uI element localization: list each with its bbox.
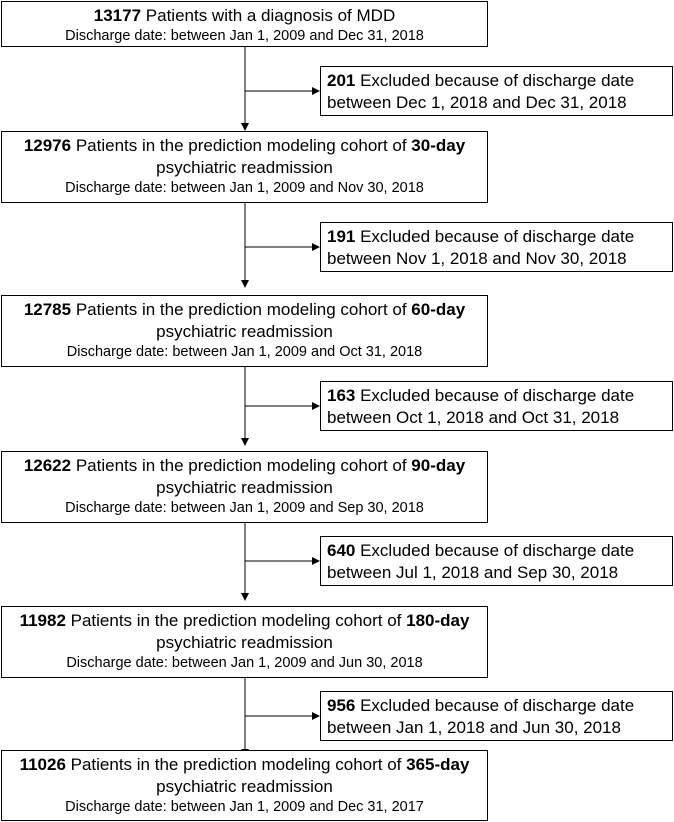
excluded-range: between Dec 1, 2018 and Dec 31, 2018 bbox=[327, 93, 627, 112]
cohort-discharge: Discharge date: between Jan 1, 2009 and Jun 30, 2018 bbox=[66, 655, 423, 671]
excluded-box-1 bbox=[320, 66, 673, 116]
excluded-text: Excluded because of discharge date bbox=[355, 541, 635, 560]
cohort-text: Patients in the prediction modeling cohort of bbox=[71, 456, 412, 475]
cohort-discharge: Discharge date: between Jan 1, 2009 and Dec 31, 2017 bbox=[65, 799, 424, 815]
cohort-line2: psychiatric readmission bbox=[156, 478, 333, 497]
excluded-text: Excluded because of discharge date bbox=[355, 227, 635, 246]
excluded-box-4 bbox=[320, 536, 673, 586]
cohort-text: Patients in the prediction modeling cohort of bbox=[71, 300, 412, 319]
cohort-days: 90-day bbox=[411, 456, 466, 475]
cohort-box-365-day bbox=[1, 750, 488, 821]
cohort-count: 11982 bbox=[19, 611, 66, 630]
cohort-discharge: Discharge date: between Jan 1, 2009 and Dec 31, 2018 bbox=[65, 28, 424, 44]
cohort-days: 365-day bbox=[406, 755, 470, 774]
cohort-text: Patients in the prediction modeling cohort of bbox=[65, 611, 407, 630]
excluded-text: Excluded because of discharge date bbox=[355, 386, 635, 405]
excluded-box-5 bbox=[320, 691, 673, 741]
excluded-box-3 bbox=[320, 381, 673, 431]
excluded-range: between Jul 1, 2018 and Sep 30, 2018 bbox=[327, 563, 619, 582]
cohort-box-30-day bbox=[1, 131, 488, 203]
cohort-days: 180-day bbox=[406, 611, 470, 630]
cohort-box-mdd bbox=[1, 1, 488, 47]
cohort-count: 12976 bbox=[23, 136, 72, 155]
cohort-text: Patients with a diagnosis of MDD bbox=[141, 6, 396, 25]
cohort-count: 11026 bbox=[19, 755, 66, 774]
excluded-count: 201 bbox=[327, 71, 356, 90]
cohort-text: Patients in the prediction modeling cohort of bbox=[65, 755, 407, 774]
cohort-days: 60-day bbox=[411, 300, 466, 319]
cohort-text: Patients in the prediction modeling cohort of bbox=[71, 136, 412, 155]
cohort-box-180-day bbox=[1, 606, 488, 678]
cohort-count: 13177 bbox=[93, 6, 142, 25]
excluded-count: 956 bbox=[327, 696, 356, 715]
cohort-days: 30-day bbox=[411, 136, 466, 155]
excluded-range: between Oct 1, 2018 and Oct 31, 2018 bbox=[327, 408, 620, 427]
excluded-count: 640 bbox=[327, 541, 356, 560]
excluded-text: Excluded because of discharge date bbox=[355, 696, 635, 715]
cohort-box-60-day bbox=[1, 295, 488, 367]
cohort-line2: psychiatric readmission bbox=[156, 777, 333, 796]
cohort-discharge: Discharge date: between Jan 1, 2009 and Oct 31, 2018 bbox=[66, 344, 423, 360]
excluded-count: 163 bbox=[327, 386, 356, 405]
excluded-range: between Nov 1, 2018 and Nov 30, 2018 bbox=[327, 249, 627, 268]
cohort-line2: psychiatric readmission bbox=[156, 633, 333, 652]
excluded-box-2 bbox=[320, 222, 673, 272]
excluded-text: Excluded because of discharge date bbox=[355, 71, 635, 90]
cohort-discharge: Discharge date: between Jan 1, 2009 and Nov 30, 2018 bbox=[65, 180, 424, 196]
excluded-range: between Jan 1, 2018 and Jun 30, 2018 bbox=[327, 718, 621, 737]
excluded-count: 191 bbox=[327, 227, 356, 246]
cohort-box-90-day bbox=[1, 451, 488, 523]
cohort-line2: psychiatric readmission bbox=[156, 322, 333, 341]
cohort-count: 12785 bbox=[23, 300, 72, 319]
cohort-count: 12622 bbox=[23, 456, 72, 475]
cohort-discharge: Discharge date: between Jan 1, 2009 and Sep 30, 2018 bbox=[65, 500, 424, 516]
cohort-line2: psychiatric readmission bbox=[156, 158, 333, 177]
